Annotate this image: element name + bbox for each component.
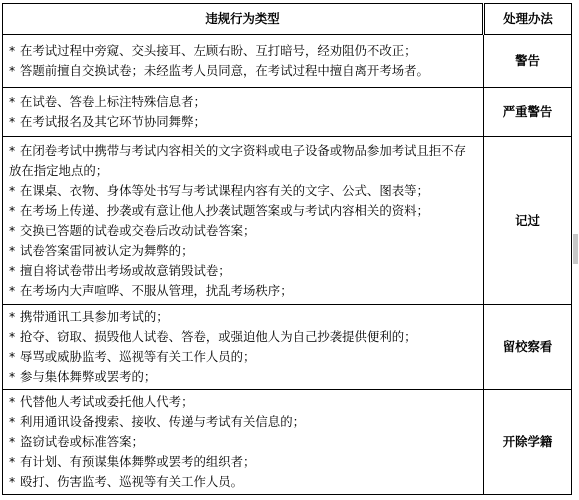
bullet-mark: * [9,349,16,364]
violation-list [3,39,483,83]
bullet-mark: * [9,454,16,469]
item-text: 利用通讯设备搜索、接收、传递与考试有关信息的； [20,414,305,429]
list-item [9,307,483,327]
list-item [9,327,483,347]
list-item [9,221,483,241]
violation-cell [3,137,484,305]
table-row-demerit [3,137,572,305]
bullet-mark: * [9,434,16,449]
item-text: 携带通讯工具参加考试的； [20,309,169,324]
violation-list [3,390,483,494]
list-item [9,392,483,412]
list-item [9,141,483,181]
bullet-mark: * [9,94,16,109]
header-penalty: 处理办法 [484,4,572,35]
penalty-cell: 记过 [484,137,572,305]
item-text: 试卷答案雷同被认定为舞弊的； [20,242,194,258]
list-item [9,432,483,452]
penalty-cell: 严重警告 [484,88,572,137]
list-item [9,261,483,281]
item-text: 在试卷、答卷上标注特殊信息者； [20,94,206,109]
bullet-mark: * [9,329,16,344]
item-text: 擅自将试卷带出考场或故意销毁试卷； [20,262,231,278]
violation-cell [3,88,484,137]
list-item [9,367,483,387]
table-row-probation [3,305,572,390]
penalty-cell: 警告 [484,35,572,88]
header-violation-type: 违规行为类型 [3,4,484,35]
item-text: 在考试过程中旁窥、交头接耳、左顾右盼、互打暗号，经劝阻仍不改正； [20,43,417,58]
bullet-mark: * [9,474,16,489]
item-text: 辱骂或威胁监考、巡视等有关工作人员的； [20,349,256,364]
bullet-mark: * [9,182,16,198]
item-text: 在考场上传递、抄袭或有意让他人抄袭试题答案或与考试内容相关的资料； [20,202,429,218]
list-item [9,452,483,472]
item-text: 殴打、伤害监考、巡视等有关工作人员。 [20,474,244,489]
item-text: 在闭卷考试中携带与考试内容相关的文字资料或电子设备或物品参加考试且拒不存放在指定地点的； [9,142,467,178]
bullet-mark: * [9,262,16,278]
violation-cell [3,305,484,390]
violation-rules-table [2,3,572,495]
list-item [9,201,483,221]
penalty-cell: 留校察看 [484,305,572,390]
item-text: 在考试报名及其它环节协同舞弊； [20,114,206,129]
bullet-mark: * [9,414,16,429]
bullet-mark: * [9,394,16,409]
bullet-mark: * [9,369,16,384]
violation-list [3,90,483,134]
list-item [9,412,483,432]
table-header-row [3,4,572,35]
violation-cell [3,390,484,495]
list-item [9,347,483,367]
bullet-mark: * [9,222,16,238]
violation-list [3,305,483,389]
table-row-warning [3,35,572,88]
item-text: 在考场内大声喧哗、不服从管理，扰乱考场秩序； [20,282,293,298]
item-text: 盗窃试卷或标准答案； [20,434,144,449]
bullet-mark: * [9,202,16,218]
violation-cell [3,35,484,88]
bullet-mark: * [9,114,16,129]
item-text: 答题前擅自交换试卷；未经监考人员同意，在考试过程中擅自离开考场者。 [20,63,429,78]
bullet-mark: * [9,309,16,324]
bullet-mark: * [9,142,16,158]
table-row-serious-warning [3,88,572,137]
bullet-mark: * [9,63,16,78]
list-item [9,472,483,492]
bullet-mark: * [9,282,16,298]
item-text: 代替他人考试或委托他人代考； [20,394,194,409]
resize-handle[interactable] [573,234,578,264]
item-text: 抢夺、窃取、损毁他人试卷、答卷，或强迫他人为自己抄袭提供便利的； [20,329,417,344]
list-item [9,41,483,61]
document-frame [2,3,571,496]
list-item [9,241,483,261]
table-row-expulsion [3,390,572,495]
penalty-cell: 开除学籍 [484,390,572,495]
list-item [9,181,483,201]
bullet-mark: * [9,43,16,58]
bullet-mark: * [9,242,16,258]
list-item [9,92,483,112]
list-item [9,281,483,301]
item-text: 参与集体舞弊或罢考的； [20,369,157,384]
violation-list [3,139,483,303]
item-text: 交换已答题的试卷或交卷后改动试卷答案； [20,222,256,238]
list-item [9,112,483,132]
list-item [9,61,483,81]
item-text: 有计划、有预谋集体舞弊或罢考的组织者； [20,454,256,469]
item-text: 在课桌、衣物、身体等处书写与考试课程内容有关的文字、公式、图表等； [20,182,429,198]
